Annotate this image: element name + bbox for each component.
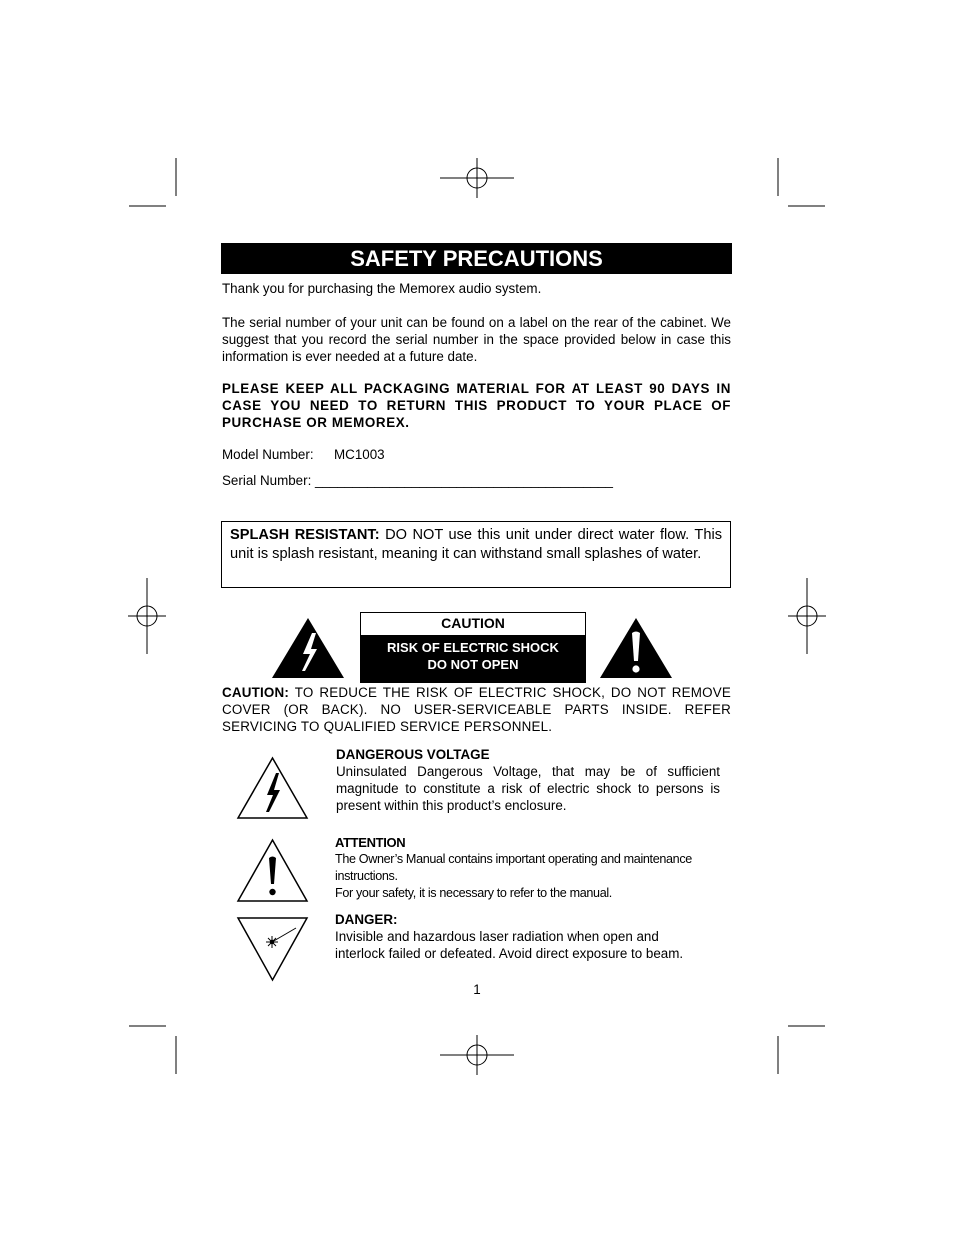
- serial-number-row: [222, 472, 731, 489]
- page-number: 1: [473, 982, 481, 997]
- attention-block: [335, 834, 735, 902]
- model-number-row: [222, 446, 731, 463]
- dangerous-voltage-icon: [236, 756, 309, 820]
- splash-resistant-text: DO NOT use this unit under direct water flow. This unit is splash resistant, meaning it can withstand small splashes of water.: [230, 527, 722, 562]
- model-number-label: Model Number:: [222, 447, 314, 462]
- dangerous-voltage-block: [336, 746, 720, 814]
- page-title: SAFETY PRECAUTIONS: [221, 243, 732, 274]
- packaging-notice: PLEASE KEEP ALL PACKAGING MATERIAL FOR AT LEAST 90 DAYS IN CASE YOU NEED TO RETURN THIS PRODUCT TO YOUR PLACE OF PURCHASE OR MEMOREX.: [222, 381, 731, 430]
- attention-text-2: For your safety, it is necessary to refer to the manual.: [335, 886, 612, 900]
- caution-label: [360, 612, 586, 683]
- serial-info-text: The serial number of your unit can be found on a label on the rear of the cabinet. We suggest that you record the serial number in the space provided below in case this information is ever needed at a future date.: [222, 315, 731, 364]
- laser-danger-block: [335, 911, 735, 962]
- caution-statement-label: CAUTION:: [222, 685, 290, 700]
- exclamation-warning-icon: [599, 617, 673, 679]
- caution-statement-text: TO REDUCE THE RISK OF ELECTRIC SHOCK, DO NOT REMOVE COVER (OR BACK). NO USER-SERVICEABLE PARTS INSIDE. REFER SERVICING TO QUALIFIED SERVICE PERSONNEL.: [222, 685, 731, 734]
- caution-line-2: DO NOT OPEN: [427, 657, 519, 672]
- dangerous-voltage-text: Uninsulated Dangerous Voltage, that may be of sufficient magnitude to constitute a risk of electric shock to persons is present within this product’s enclosure.: [336, 764, 720, 813]
- model-number-value: MC1003: [334, 447, 385, 462]
- laser-danger-title: DANGER:: [335, 912, 398, 927]
- laser-danger-text-1: Invisible and hazardous laser radiation when open and: [335, 929, 659, 944]
- laser-danger-icon: [236, 916, 309, 982]
- caution-statement: [222, 684, 731, 735]
- caution-warning-panel: [361, 635, 585, 682]
- lightning-warning-icon: [271, 617, 345, 679]
- splash-resistant-label: SPLASH RESISTANT:: [230, 527, 380, 543]
- attention-text-1: The Owner’s Manual contains important operating and maintenance instructions.: [335, 852, 692, 883]
- serial-number-label: Serial Number:: [222, 473, 312, 488]
- caution-heading: CAUTION: [441, 615, 505, 631]
- splash-resistant-box: [221, 521, 731, 588]
- dangerous-voltage-title: DANGEROUS VOLTAGE: [336, 747, 490, 762]
- laser-danger-text-2: interlock failed or defeated. Avoid direct exposure to beam.: [335, 946, 684, 961]
- attention-icon: [236, 838, 309, 903]
- attention-title: ATTENTION: [335, 835, 406, 850]
- serial-number-blank: ________________________________________: [315, 473, 613, 488]
- thanks-text: Thank you for purchasing the Memorex audio system.: [222, 281, 542, 296]
- caution-line-1: RISK OF ELECTRIC SHOCK: [387, 640, 559, 655]
